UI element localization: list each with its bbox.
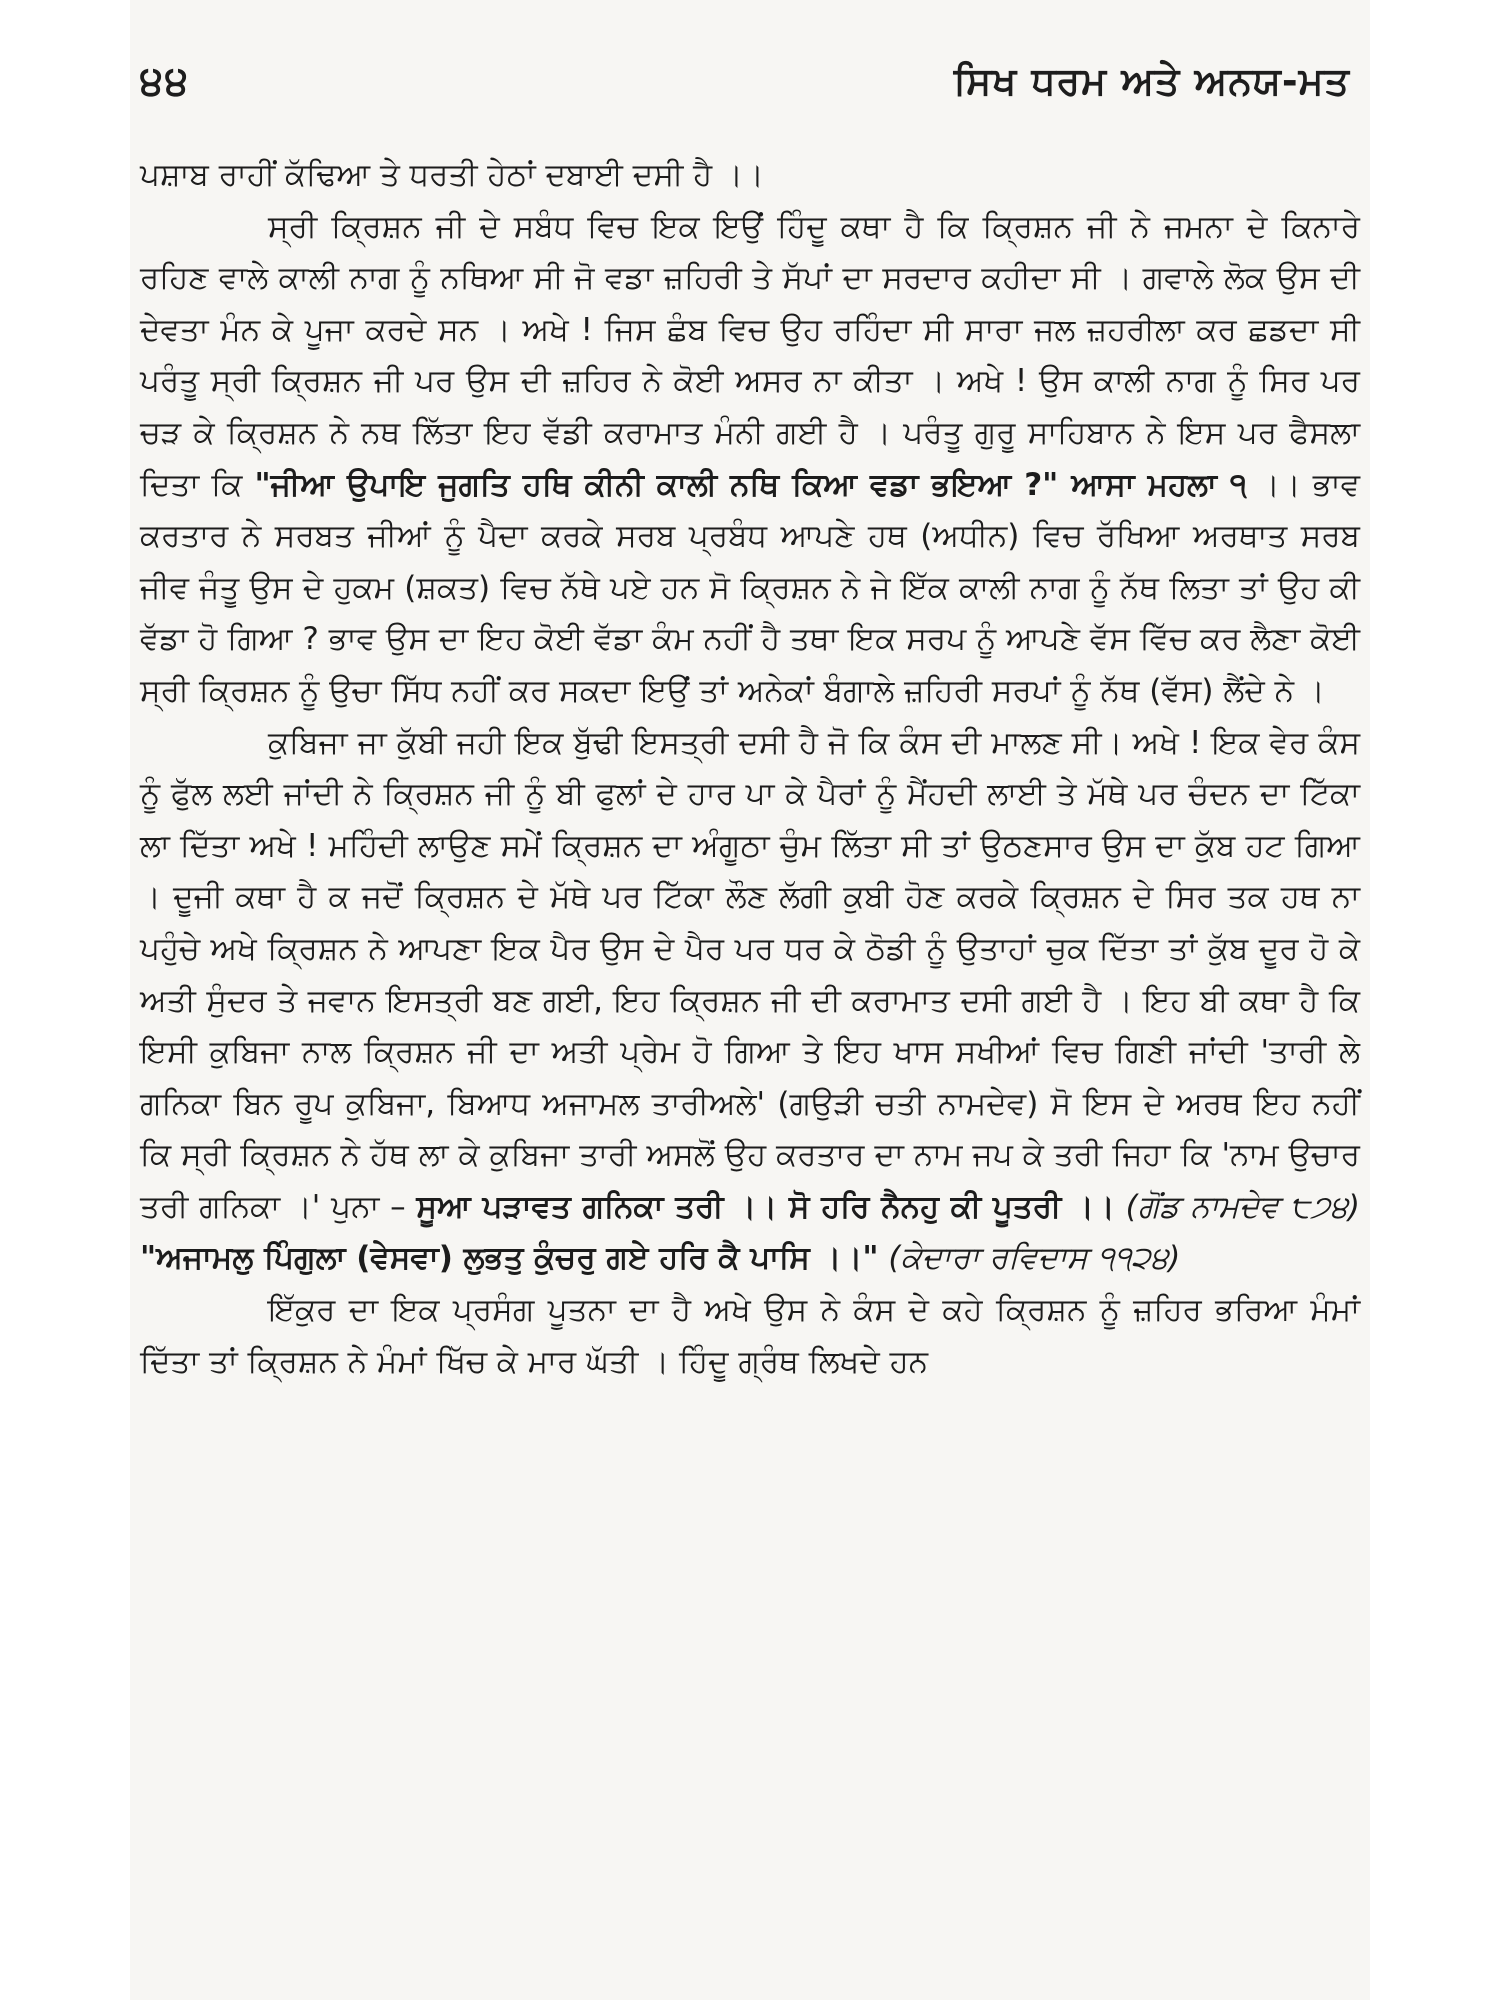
citation: (ਕੇਦਾਰਾ ਰਵਿਦਾਸ ੧੧੨੪) — [888, 1240, 1181, 1277]
text-segment: ਸ੍ਰੀ ਕ੍ਰਿਸ਼ਨ ਜੀ ਦੇ ਸਬੰਧ ਵਿਚ ਇਕ ਇਉਂ ਹਿੰਦੂ ਕਥਾ ਹੈ ਕਿ ਕ੍ਰਿਸ਼ਨ ਜੀ ਨੇ ਜਮਨਾ ਦੇ ਕਿਨਾਰੇ ਰਹਿਣ ਵਾਲੇ ਕਾਲੀ ਨਾਗ ਨੂੰ ਨਥਿਆ ਸੀ ਜੋ ਵਡਾ ਜ਼ਹਿਰੀ ਤੇ ਸੱਪਾਂ ਦਾ ਸਰਦਾਰ ਕਹੀਦਾ ਸੀ । ਗਵਾਲੇ ਲੋਕ ਉਸ ਦੀ ਦੇਵਤਾ ਮੰਨ ਕੇ ਪੂਜਾ ਕਰਦੇ ਸਨ । ਅਖੇ ! ਜਿਸ ਛੰਬ ਵਿਚ ਉਹ ਰਹਿੰਦਾ ਸੀ ਸਾਰਾ ਜਲ ਜ਼ਹਰੀਲਾ ਕਰ ਛਡਦਾ ਸੀ ਪਰੰਤੂ ਸ੍ਰੀ ਕ੍ਰਿਸ਼ਨ ਜੀ ਪਰ ਉਸ ਦੀ ਜ਼ਹਿਰ ਨੇ ਕੋਈ ਅਸਰ ਨਾ ਕੀਤਾ । ਅਖੇ ! ਉਸ ਕਾਲੀ ਨਾਗ ਨੂੰ ਸਿਰ ਪਰ ਚੜ ਕੇ ਕ੍ਰਿਸ਼ਨ ਨੇ ਨਥ ਲਿੱਤਾ ਇਹ ਵੱਡੀ ਕਰਾਮਾਤ ਮੰਨੀ ਗਈ ਹੈ । ਪਰੰਤੂ ਗੁਰੂ ਸਾਹਿਬਾਨ ਨੇ ਇਸ ਪਰ ਫੈਸਲਾ ਦਿਤਾ ਕਿ — [140, 208, 1360, 503]
text-segment: ਕੁਬਿਜਾ ਜਾ ਕੁੱਬੀ ਜਹੀ ਇਕ ਬੁੱਢੀ ਇਸਤ੍ਰੀ ਦਸੀ ਹੈ ਜੋ ਕਿ ਕੰਸ ਦੀ ਮਾਲਣ ਸੀ। ਅਖੇ ! ਇਕ ਵੇਰ ਕੰਸ ਨੂੰ ਫੁੱਲ ਲਈ ਜਾਂਦੀ ਨੇ ਕ੍ਰਿਸ਼ਨ ਜੀ ਨੂੰ ਬੀ ਫੁਲਾਂ ਦੇ ਹਾਰ ਪਾ ਕੇ ਪੈਰਾਂ ਨੂੰ ਮੈਂਹਦੀ ਲਾਈ ਤੇ ਮੱਥੇ ਪਰ ਚੰਦਨ ਦਾ ਟਿੱਕਾ ਲਾ ਦਿੱਤਾ ਅਖੇ ! ਮਹਿੰਦੀ ਲਾਉਣ ਸਮੇਂ ਕ੍ਰਿਸ਼ਨ ਦਾ ਅੰਗੂਠਾ ਚੁੰਮ ਲਿੱਤਾ ਸੀ ਤਾਂ ਉਠਣਸਾਰ ਉਸ ਦਾ ਕੁੱਬ ਹਟ ਗਿਆ । ਦੂਜੀ ਕਥਾ ਹੈ ਕ ਜਦੋਂ ਕ੍ਰਿਸ਼ਨ ਦੇ ਮੱਥੇ ਪਰ ਟਿੱਕਾ ਲੌਣ ਲੱਗੀ ਕੁਬੀ ਹੋਣ ਕਰਕੇ ਕ੍ਰਿਸ਼ਨ ਦੇ ਸਿਰ ਤਕ ਹਥ ਨਾ ਪਹੁੰਚੇ ਅਖੇ ਕ੍ਰਿਸ਼ਨ ਨੇ ਆਪਣਾ ਇਕ ਪੈਰ ਉਸ ਦੇ ਪੈਰ ਪਰ ਧਰ ਕੇ ਠੋਡੀ ਨੂੰ ਉਤਾਹਾਂ ਚੁਕ ਦਿੱਤਾ ਤਾਂ ਕੁੱਬ ਦੂਰ ਹੋ ਕੇ ਅਤੀ ਸੁੰਦਰ ਤੇ ਜਵਾਨ ਇਸਤ੍ਰੀ ਬਣ ਗਈ, ਇਹ ਕ੍ਰਿਸ਼ਨ ਜੀ ਦੀ ਕਰਾਮਾਤ ਦਸੀ ਗਈ ਹੈ । ਇਹ ਬੀ ਕਥਾ ਹੈ ਕਿ ਇਸੀ ਕੁਬਿਜਾ ਨਾਲ ਕ੍ਰਿਸ਼ਨ ਜੀ ਦਾ ਅਤੀ ਪ੍ਰੇਮ ਹੋ ਗਿਆ ਤੇ ਇਹ ਖਾਸ ਸਖੀਆਂ ਵਿਚ ਗਿਣੀ ਜਾਂਦੀ 'ਤਾਰੀ ਲੇ ਗਨਿਕਾ ਬਿਨ ਰੂਪ ਕੁਬਿਜਾ, ਬਿਆਧ ਅਜਾਮਲ ਤਾਰੀਅਲੇ' (ਗਉੜੀ ਚਤੀ ਨਾਮਦੇਵ) ਸੋ ਇਸ ਦੇ ਅਰਥ ਇਹ ਨਹੀਂ ਕਿ ਸ੍ਰੀ ਕ੍ਰਿਸ਼ਨ ਨੇ ਹੱਥ ਲਾ ਕੇ ਕੁਬਿਜਾ ਤਾਰੀ ਅਸਲੋਂ ਉਹ ਕਰਤਾਰ ਦਾ ਨਾਮ ਜਪ ਕੇ ਤਰੀ ਜਿਹਾ ਕਿ 'ਨਾਮ ਉਚਾਰ ਤਰੀ ਗਨਿਕਾ ।' ਪੁਨਾ – — [140, 724, 1360, 1225]
scripture-quote: "ਅਜਾਮਲੁ ਪਿੰਗੁਲਾ (ਵੇਸਵਾ) ਲੁਭਤੁ ਕੁੰਚਰੁ ਗਏ ਹਰਿ ਕੈ ਪਾਸਿ ।।" — [140, 1240, 879, 1277]
paragraph-1 — [140, 202, 1360, 718]
paragraph-3 — [140, 1285, 1360, 1388]
text-segment — [1115, 1189, 1126, 1225]
citation: (ਗੋਂਡ ਨਾਮਦੇਵ ੮੭੪) — [1125, 1188, 1360, 1225]
body-text — [140, 150, 1360, 1388]
text-segment: ।। ਭਾਵ ਕਰਤਾਰ ਨੇ ਸਰਬਤ ਜੀਆਂ ਨੂੰ ਪੈਦਾ ਕਰਕੇ ਸਰਬ ਪ੍ਰਬੰਧ ਆਪਣੇ ਹਥ (ਅਧੀਨ) ਵਿਚ ਰੱਖਿਆ ਅਰਥਾਤ ਸਰਬ ਜੀਵ ਜੰਤੂ ਉਸ ਦੇ ਹੁਕਮ (ਸ਼ਕਤ) ਵਿਚ ਨੱਥੇ ਪਏ ਹਨ ਸੋ ਕ੍ਰਿਸ਼ਨ ਨੇ ਜੇ ਇੱਕ ਕਾਲੀ ਨਾਗ ਨੂੰ ਨੱਥ ਲਿਤਾ ਤਾਂ ਉਹ ਕੀ ਵੱਡਾ ਹੋ ਗਿਆ ? ਭਾਵ ਉਸ ਦਾ ਇਹ ਕੋਈ ਵੱਡਾ ਕੰਮ ਨਹੀਂ ਹੈ ਤਥਾ ਇਕ ਸਰਪ ਨੂੰ ਆਪਣੇ ਵੱਸ ਵਿੱਚ ਕਰ ਲੈਣਾ ਕੋਈ ਸ੍ਰੀ ਕ੍ਰਿਸ਼ਨ ਨੂੰ ਉਚਾ ਸਿੱਧ ਨਹੀਂ ਕਰ ਸਕਦਾ ਇਉਂ ਤਾਂ ਅਨੇਕਾਂ ਬੰਗਾਲੇ ਜ਼ਹਿਰੀ ਸਰਪਾਂ ਨੂੰ ਨੱਥ (ਵੱਸ) ਲੈਂਦੇ ਨੇ । — [140, 466, 1360, 709]
page-number: ੪੪ — [140, 58, 191, 104]
scripture-quote: "ਜੀਆ ਉਪਾਇ ਜੁਗਤਿ ਹਥਿ ਕੀਨੀ ਕਾਲੀ ਨਥਿ ਕਿਆ ਵਡਾ ਭਇਆ ?" ਆਸਾ ਮਹਲਾ ੧ — [254, 466, 1247, 503]
paragraph-0 — [140, 150, 1360, 202]
text-segment: ਇੱਕੁਰ ਦਾ ਇਕ ਪ੍ਰਸੰਗ ਪੂਤਨਾ ਦਾ ਹੈ ਅਖੇ ਉਸ ਨੇ ਕੰਸ ਦੇ ਕਹੇ ਕ੍ਰਿਸ਼ਨ ਨੂੰ ਜ਼ਹਿਰ ਭਰਿਆ ਮੰਮਾਂ ਦਿੱਤਾ ਤਾਂ ਕ੍ਰਿਸ਼ਨ ਨੇ ਮੰਮਾਂ ਖਿੱਚ ਕੇ ਮਾਰ ਘੱਤੀ । ਹਿੰਦੂ ਗ੍ਰੰਥ ਲਿਖਦੇ ਹਨ — [140, 1292, 1360, 1380]
text-segment — [879, 1240, 889, 1276]
page-header — [140, 46, 1350, 116]
paragraph-2 — [140, 718, 1360, 1286]
scripture-quote: ਸੂਆ ਪੜਾਵਤ ਗਨਿਕਾ ਤਰੀ ।। ਸੋ ਹਰਿ ਨੈਨਹੁ ਕੀ ਪੂਤਰੀ ।। — [416, 1188, 1115, 1225]
text-segment: ਪਸ਼ਾਬ ਰਾਹੀਂ ਕੱਢਿਆ ਤੇ ਧਰਤੀ ਹੇਠਾਂ ਦਬਾਈ ਦਸੀ ਹੈ ।। — [140, 157, 764, 193]
running-title: ਸਿਖ ਧਰਮ ਅਤੇ ਅਨਯ-ਮਤ — [953, 58, 1350, 103]
